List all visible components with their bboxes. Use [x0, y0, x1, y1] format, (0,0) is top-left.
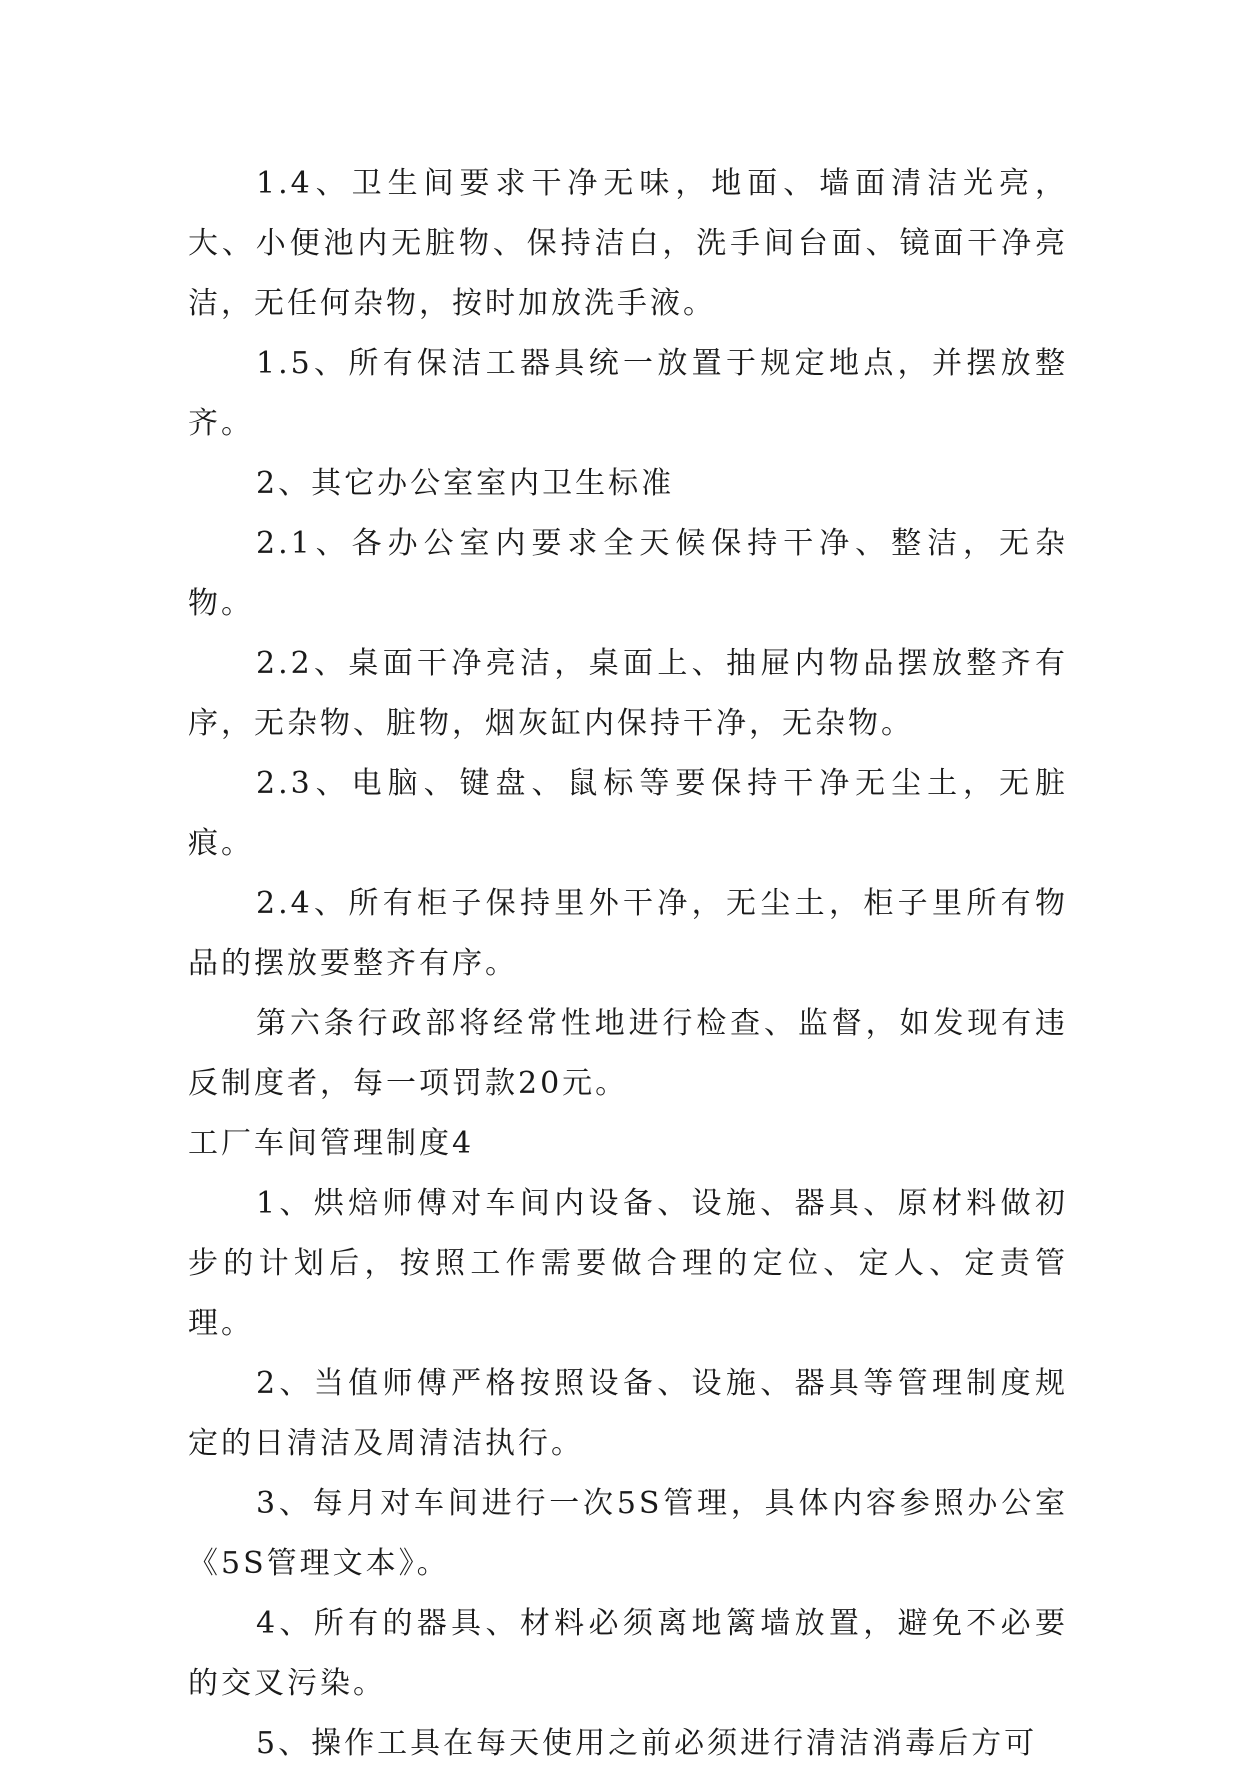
- section-heading: 工厂车间管理制度4: [188, 1126, 475, 1161]
- paragraph-article-6: 第六条行政部将经常性地进行检查、监督，如发现有违反制度者，每一项罚款20元。: [188, 1006, 1068, 1101]
- paragraph-2-4: 2.4、所有柜子保持里外干净，无尘土，柜子里所有物品的摆放要整齐有序。: [188, 886, 1068, 981]
- paragraph-2: 2、其它办公室室内卫生标准: [256, 466, 675, 501]
- paragraph-1-4: 1.4、卫生间要求干净无味，地面、墙面清洁光亮，大、小便池内无脏物、保持洁白，洗手间台面、镜面干净亮洁，无任何杂物，按时加放洗手液。: [188, 166, 1068, 321]
- paragraph-workshop-2: 2、当值师傅严格按照设备、设施、器具等管理制度规定的日清洁及周清洁执行。: [188, 1366, 1068, 1461]
- paragraph-2-2: 2.2、桌面干净亮洁，桌面上、抽屉内物品摆放整齐有序，无杂物、脏物，烟灰缸内保持干净，无杂物。: [188, 646, 1068, 741]
- paragraph-workshop-3: 3、每月对车间进行一次5S管理，具体内容参照办公室《5S管理文本》。: [188, 1486, 1068, 1581]
- paragraph-workshop-4: 4、所有的器具、材料必须离地篱墙放置，避免不必要的交叉污染。: [188, 1606, 1068, 1701]
- paragraph-2-1: 2.1、各办公室内要求全天候保持干净、整洁，无杂物。: [188, 526, 1068, 621]
- paragraph-workshop-5: 5、操作工具在每天使用之前必须进行清洁消毒后方可: [256, 1726, 1038, 1761]
- paragraph-workshop-1: 1、烘焙师傅对车间内设备、设施、器具、原材料做初步的计划后，按照工作需要做合理的定位、定人、定责管理。: [188, 1186, 1068, 1341]
- paragraph-1-5: 1.5、所有保洁工器具统一放置于规定地点，并摆放整齐。: [188, 346, 1068, 441]
- paragraph-2-3: 2.3、电脑、键盘、鼠标等要保持干净无尘土，无脏痕。: [188, 766, 1068, 861]
- document-body: [188, 154, 1068, 1774]
